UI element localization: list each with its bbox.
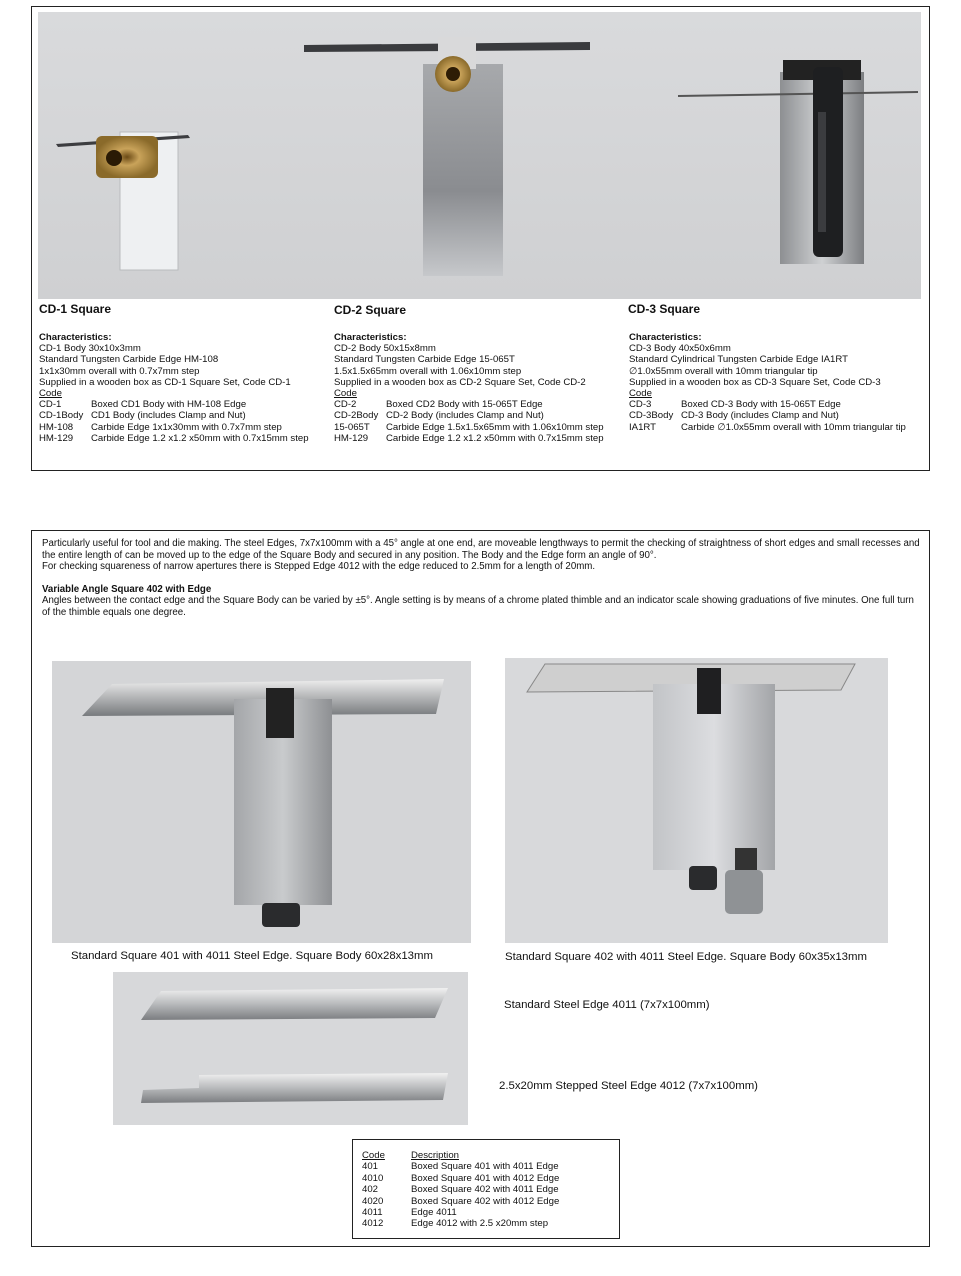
code-column-header: Code — [362, 1150, 385, 1161]
code-heading: Code — [629, 388, 652, 400]
cd1-title: CD-1 Square — [39, 302, 112, 316]
char-line: Supplied in a wooden box as CD-3 Square Set, Code CD-3 — [629, 376, 881, 388]
code-cell: IA1RT — [629, 421, 657, 433]
code-heading: Code — [334, 388, 357, 400]
desc-cell: CD-2 Body (includes Clamp and Nut) — [386, 410, 544, 422]
bottom-code-table — [352, 1139, 620, 1239]
char-line: CD-1 Body 30x10x3mm — [39, 343, 141, 355]
chars-heading: Characteristics: — [334, 332, 407, 343]
chars-heading: Characteristics: — [629, 332, 702, 343]
cd2-code-table — [334, 399, 624, 444]
caption-401: Standard Square 401 with 4011 Steel Edge. Square Body 60x28x13mm — [71, 950, 433, 962]
code-cell: CD-3Body — [629, 410, 674, 422]
desc-cell: Boxed Square 401 with 4011 Edge — [411, 1161, 559, 1173]
description-column-header: Description — [411, 1150, 459, 1161]
desc-cell: CD1 Body (includes Clamp and Nut) — [91, 410, 246, 422]
code-cell: HM-129 — [334, 432, 369, 444]
cd2-title: CD-2 Square — [334, 303, 407, 317]
code-cell: 401 — [362, 1161, 379, 1173]
code-cell: CD-1Body — [39, 410, 84, 422]
intro-paragraph-1: Particularly useful for tool and die making. The steel Edges, 7x7x100mm with a 45° angle at one end, are moveable lengthways to permit the checking of straightness of short edges and small recesses and the entire length of can be moved up to the edge of the Square Body and secured in any position. The Body and the Edge form an angle of 90°. — [42, 538, 920, 561]
code-cell: 4020 — [362, 1195, 384, 1207]
code-cell: CD-2 — [334, 399, 357, 411]
cd3-title: CD-3 Square — [628, 302, 701, 316]
intro-paragraph-2: For checking squareness of narrow apertures there is Stepped Edge 4012 with the edge reduced to 2.5mm for a length of 20mm. — [42, 561, 596, 573]
char-line: Standard Tungsten Carbide Edge HM-108 — [39, 354, 219, 366]
code-heading: Code — [39, 388, 62, 400]
variable-angle-heading: Variable Angle Square 402 with Edge — [42, 583, 212, 595]
desc-cell: Edge 4012 with 2.5 x20mm step — [411, 1218, 549, 1230]
cd3-characteristics — [629, 332, 919, 433]
desc-cell: Boxed CD1 Body with HM-108 Edge — [91, 399, 247, 411]
desc-cell: Boxed CD-3 Body with 15-065T Edge — [681, 399, 841, 411]
char-line: 1.5x1.5x65mm overall with 1.06x10mm step — [334, 365, 522, 377]
char-line: CD-2 Body 50x15x8mm — [334, 343, 436, 355]
code-cell: CD-3 — [629, 399, 652, 411]
variable-angle-text: Angles between the contact edge and the Square Body can be varied by ±5°. Angle setting is by means of a chrome plated thimble and an indicator scale showing graduations of five minutes. One full turn of the thimble equals one degree. — [42, 595, 914, 618]
desc-cell: Carbide Edge 1.5x1.5x65mm with 1.06x10mm step — [386, 421, 604, 433]
square-402-photo — [505, 658, 888, 943]
code-cell: 15-065T — [334, 421, 370, 433]
code-cell: 402 — [362, 1184, 379, 1196]
code-cell: 4012 — [362, 1218, 384, 1230]
char-line: 1x1x30mm overall with 0.7x7mm step — [39, 365, 200, 377]
code-cell: HM-129 — [39, 432, 74, 444]
square-401-photo — [52, 661, 471, 943]
caption-402: Standard Square 402 with 4011 Steel Edge. Square Body 60x35x13mm — [505, 951, 867, 963]
char-line: Supplied in a wooden box as CD-1 Square Set, Code CD-1 — [39, 376, 291, 388]
code-cell: 4010 — [362, 1172, 384, 1184]
desc-cell: Carbide Edge 1.2 x1.2 x50mm with 0.7x15mm step — [91, 432, 309, 444]
desc-cell: Boxed CD2 Body with 15-065T Edge — [386, 399, 543, 411]
code-cell: CD-2Body — [334, 410, 379, 422]
steel-edges-photo — [113, 972, 468, 1125]
desc-cell: Edge 4011 — [411, 1207, 457, 1219]
code-cell: CD-1 — [39, 399, 62, 411]
desc-cell: Boxed Square 402 with 4012 Edge — [411, 1195, 560, 1207]
char-line: Standard Tungsten Carbide Edge 15-065T — [334, 354, 515, 366]
caption-4012: 2.5x20mm Stepped Steel Edge 4012 (7x7x100mm) — [499, 1080, 758, 1092]
desc-cell: CD-3 Body (includes Clamp and Nut) — [681, 410, 839, 422]
char-line: Standard Cylindrical Tungsten Carbide Edge IA1RT — [629, 354, 849, 366]
caption-4011: Standard Steel Edge 4011 (7x7x100mm) — [504, 999, 710, 1011]
cd2-characteristics — [334, 332, 624, 444]
char-line: CD-3 Body 40x50x6mm — [629, 343, 731, 355]
cd1-characteristics — [39, 332, 329, 444]
char-line: ∅1.0x55mm overall with 10mm triangular tip — [629, 365, 818, 377]
cd3-code-table — [629, 399, 919, 433]
code-cell: 4011 — [362, 1207, 383, 1219]
desc-cell: Carbide Edge 1x1x30mm with 0.7x7mm step — [91, 421, 282, 433]
desc-cell: Carbide ∅1.0x55mm overall with 10mm triangular tip — [681, 421, 906, 433]
cd1-code-table — [39, 399, 329, 444]
desc-cell: Boxed Square 401 with 4012 Edge — [411, 1172, 560, 1184]
intro-text — [42, 538, 922, 619]
desc-cell: Boxed Square 402 with 4011 Edge — [411, 1184, 559, 1196]
char-line: Supplied in a wooden box as CD-2 Square Set, Code CD-2 — [334, 376, 586, 388]
chars-heading: Characteristics: — [39, 332, 112, 343]
cd-squares-photo — [38, 12, 921, 299]
code-cell: HM-108 — [39, 421, 74, 433]
desc-cell: Carbide Edge 1.2 x1.2 x50mm with 0.7x15mm step — [386, 432, 604, 444]
